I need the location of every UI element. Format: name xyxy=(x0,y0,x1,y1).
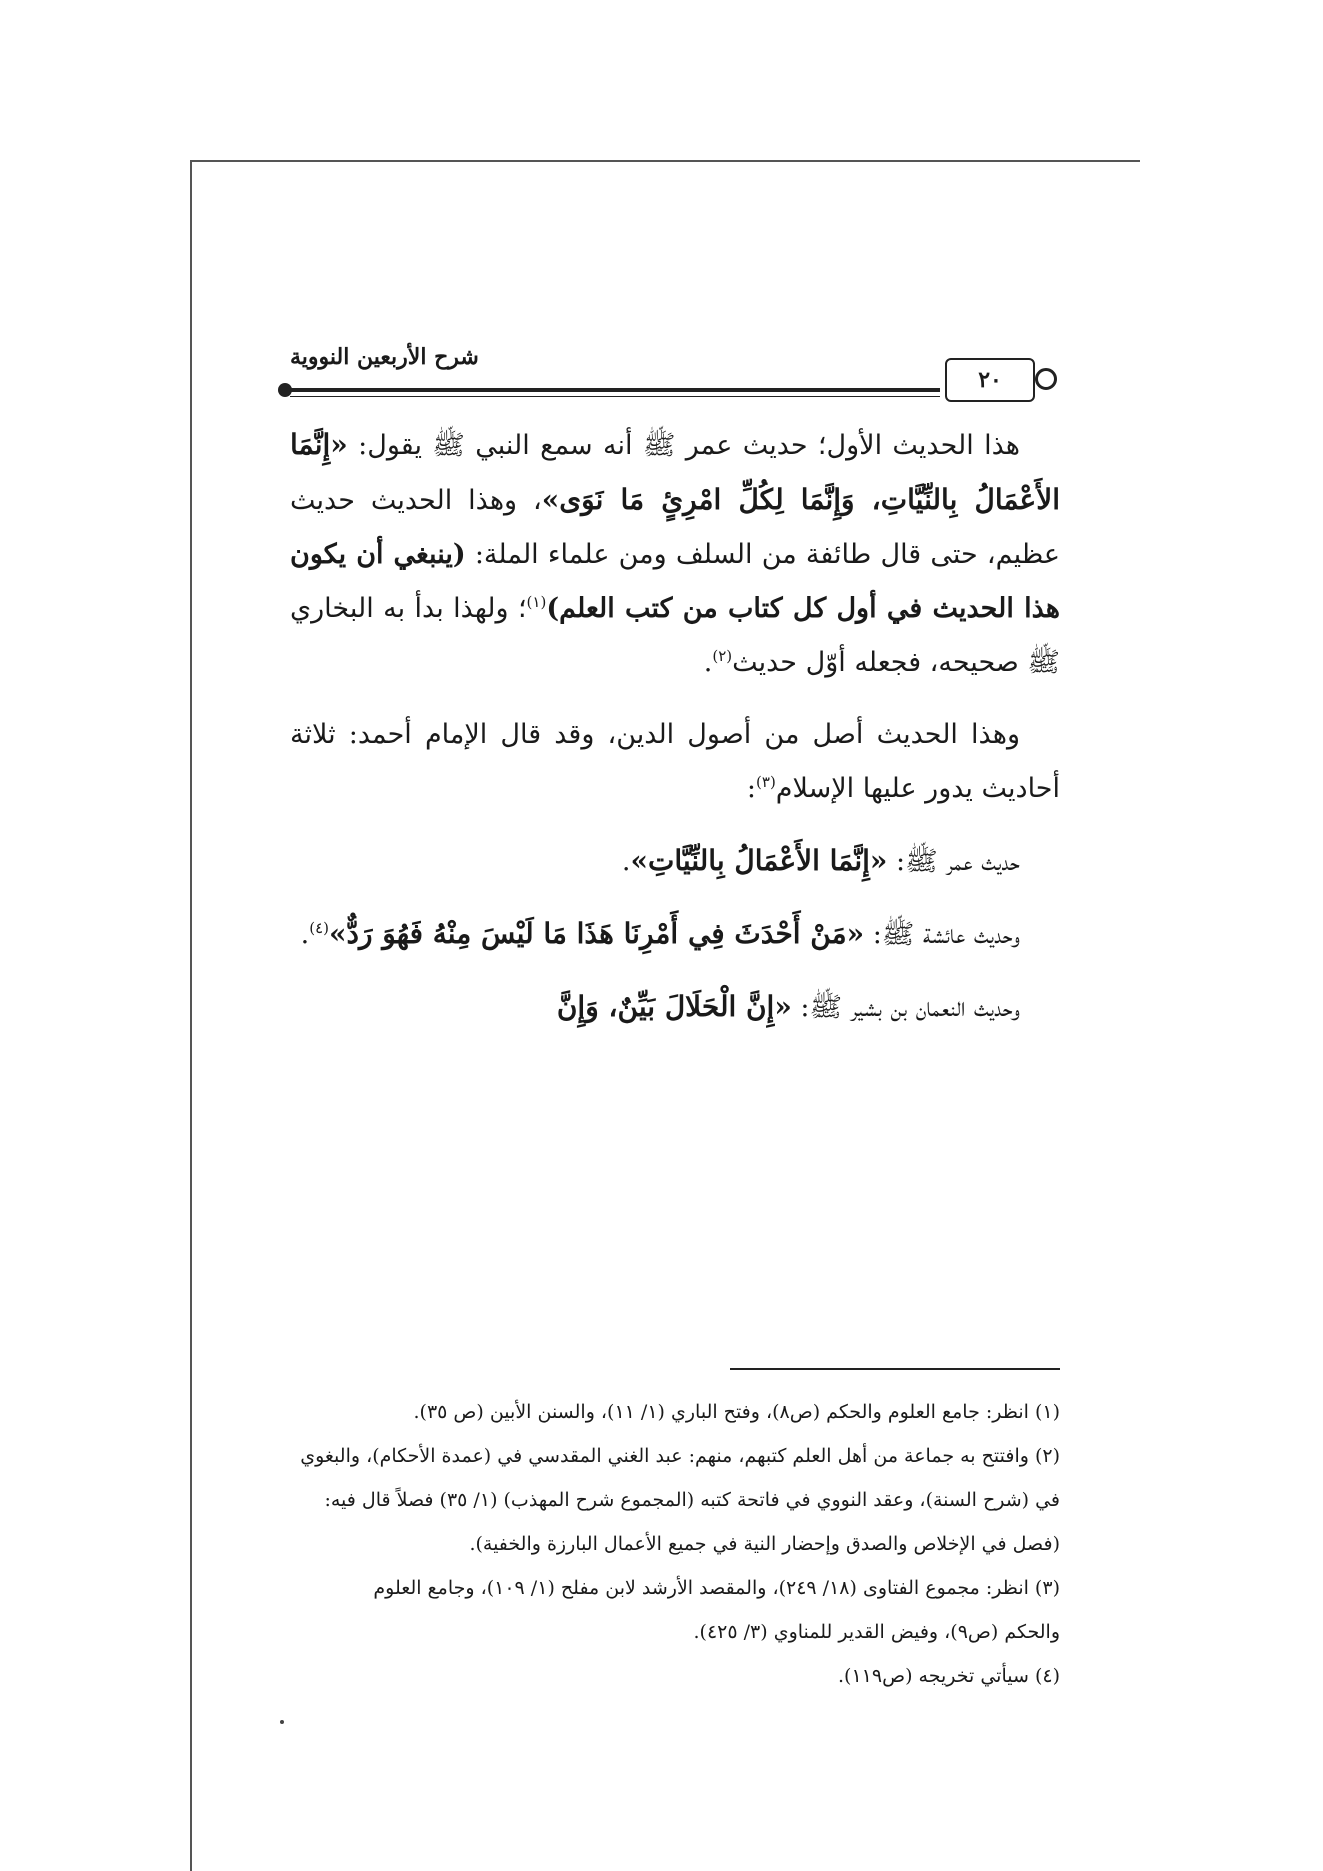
paragraph-5 xyxy=(290,980,1060,1035)
text-run: ، وهذا الحديث حديث عظيم، حتى قال طائفة من السلف ومن علماء الملة: xyxy=(290,485,1060,570)
footnote-ref[interactable]: (٢) xyxy=(712,647,733,665)
footnote-separator xyxy=(730,1368,1060,1370)
footnote-ref[interactable]: (٤) xyxy=(309,919,329,937)
book-title: شرح الأربعين النووية xyxy=(290,344,479,370)
page-border-top xyxy=(190,160,1140,162)
header-ornament-ring xyxy=(1035,368,1057,390)
footnote-ref[interactable]: (٣) xyxy=(756,773,776,791)
footnotes xyxy=(300,1392,1060,1700)
bold-quote: (ينبغي أن يكون هذا الحديث في أول كل كتاب من كتب العلم) xyxy=(290,539,1060,624)
paragraph-3 xyxy=(290,834,1060,889)
footnote-2-cont: في (شرح السنة)، وعقد النووي في فاتحة كتبه (المجموع شرح المهذب) (١/ ٣٥) فصلاً قال فيه: xyxy=(324,1489,1060,1511)
footnote-1: (١) انظر: جامع العلوم والحكم (ص٨)، وفتح الباري (١/ ١١)، والسنن الأبين (ص ٣٥). xyxy=(413,1401,1060,1423)
footnote-3: (٣) انظر: مجموع الفتاوى (١٨/ ٢٤٩)، والمقصد الأرشد لابن مفلح (١/ ١٠٩)، وجامع العلوم xyxy=(373,1577,1060,1599)
text-run: . xyxy=(621,846,631,877)
page-header xyxy=(290,340,1060,400)
footnote-4: (٤) سيأتي تخريجه (ص١١٩). xyxy=(838,1665,1060,1687)
scan-speck xyxy=(280,1720,284,1724)
footnote-3-cont: والحكم (ص٩)، وفيض القدير للمناوي (٣/ ٤٢٥). xyxy=(693,1621,1060,1643)
footnote-2-cont: (فصل في الإخلاص والصدق وإحضار النية في جميع الأعمال البارزة والخفية). xyxy=(469,1533,1060,1555)
text-run: ؛ ولهذا بدأ به البخاري ﷺ صحيحه، فجعله أوّل حديث xyxy=(290,593,1060,678)
footnote-2: (٢) وافتتح به جماعة من أهل العلم كتبهم، منهم: عبد الغني المقدسي في (عمدة الأحكام)، والبغوي xyxy=(300,1445,1060,1467)
page-number: ٢٠ xyxy=(945,358,1035,402)
paragraph-4 xyxy=(290,907,1060,962)
text-run: هذا الحديث الأول؛ حديث عمر ﷺ أنه سمع النبي ﷺ يقول: xyxy=(347,430,1020,461)
header-rule xyxy=(290,388,940,392)
text-run: . xyxy=(300,919,310,950)
hadith-quote: «إِنَّمَا الأَعْمَالُ بِالنِّيَّاتِ، وَإِنَّمَا لِكُلِّ امْرِئٍ مَا نَوَى» xyxy=(290,428,1060,516)
hadith-quote: «إِنَّ الْحَلَالَ بَيِّنٌ، وَإِنَّ xyxy=(556,990,792,1023)
paragraph-1 xyxy=(290,418,1060,690)
main-text xyxy=(290,418,1060,1053)
text-run: حديث عمر ﷺ: xyxy=(887,846,1020,877)
text-run: وهذا الحديث أصل من أصول الدين، وقد قال الإمام أحمد: ثلاثة أحاديث يدور عليها الإسلام xyxy=(290,719,1060,804)
paragraph-2 xyxy=(290,708,1060,816)
header-rule-thin xyxy=(290,396,940,397)
hadith-quote: «إِنَّمَا الأَعْمَالُ بِالنِّيَّاتِ» xyxy=(630,844,888,877)
text-run: . xyxy=(703,647,713,678)
text-run: وحديث عائشة ﷺ: xyxy=(864,919,1020,950)
footnote-ref[interactable]: (١) xyxy=(526,593,547,611)
hadith-quote: «مَنْ أَحْدَثَ فِي أَمْرِنَا هَذَا مَا لَيْسَ مِنْهُ فَهُوَ رَدٌّ» xyxy=(329,917,865,950)
text-run: وحديث النعمان بن بشير ﷺ: xyxy=(791,992,1020,1023)
page-border-left xyxy=(190,160,192,1871)
text-run: : xyxy=(746,773,757,804)
